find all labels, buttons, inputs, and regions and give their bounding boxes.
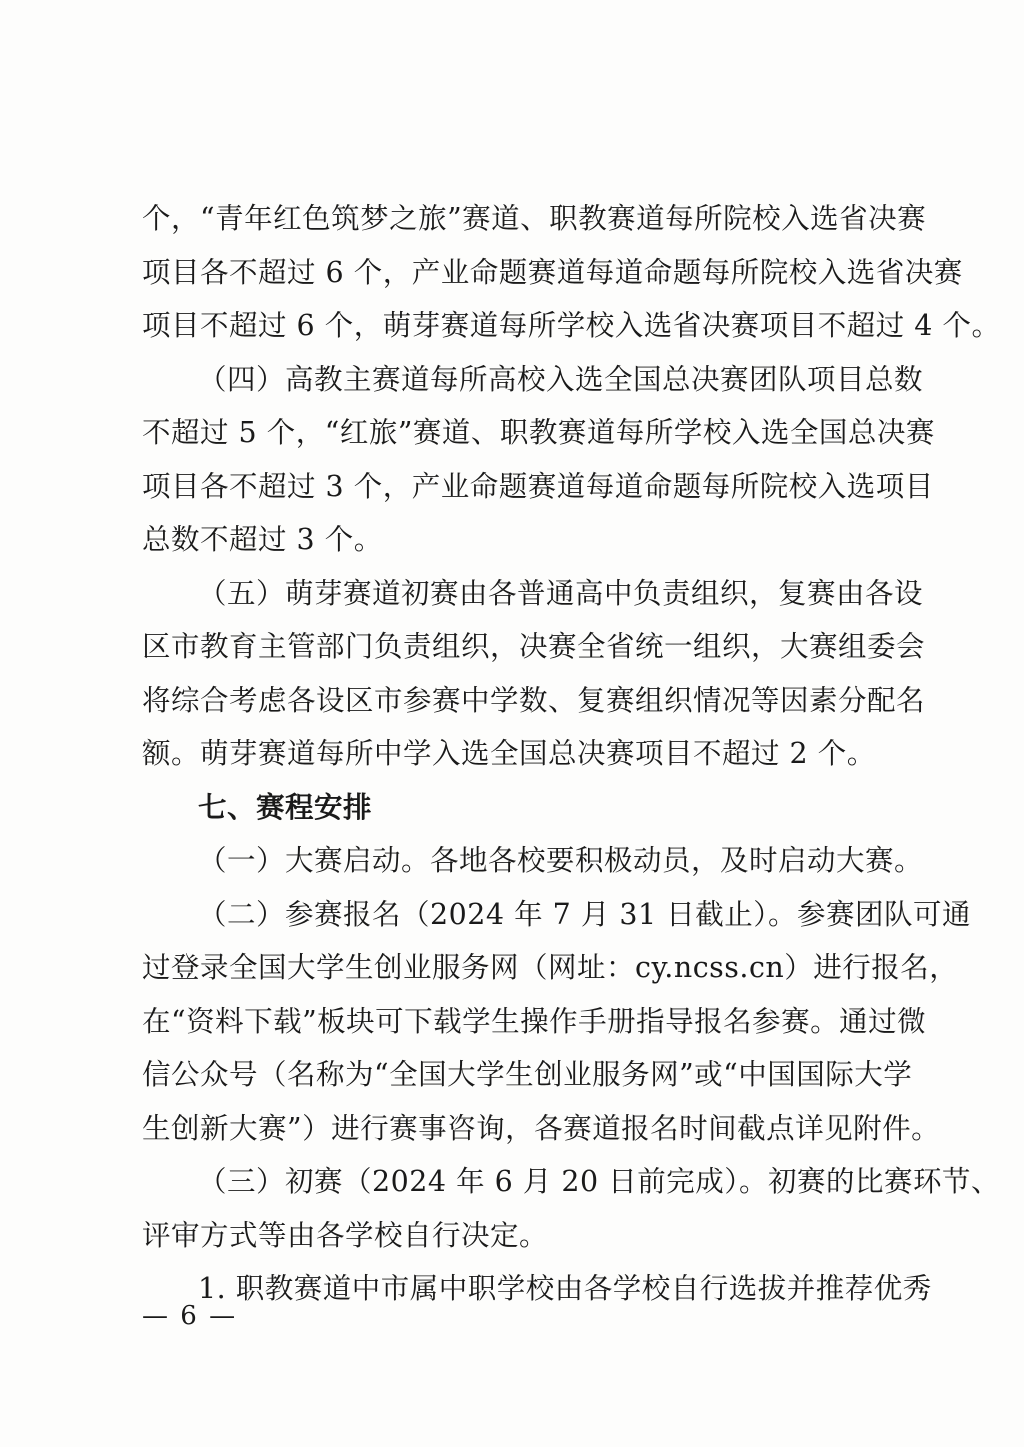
paragraph-start-line: （四）高教主赛道每所高校入选全国总决赛团队项目总数 <box>198 362 924 396</box>
text-line: 信公众号（名称为“全国大学生创业服务网”或“中国国际大学 <box>142 1058 913 1091</box>
paragraph-start-line: （一）大赛启动。各地各校要积极动员，及时启动大赛。 <box>198 844 924 877</box>
page-number: — 6 — <box>142 1301 238 1331</box>
section-heading: 七、赛程安排 <box>198 790 373 824</box>
paragraph-start-line: 1. 职教赛道中市属中职学校由各学校自行选拔并推荐优秀 <box>198 1272 932 1305</box>
paragraph-start-line: （三）初赛（2024 年 6 月 20 日前完成）。初赛的比赛环节、 <box>198 1165 1000 1198</box>
text-line: 过登录全国大学生创业服务网（网址：cy.ncss.cn）进行报名， <box>142 951 959 984</box>
text-line: 个，“青年红色筑梦之旅”赛道、职教赛道每所院校入选省决赛 <box>142 202 927 235</box>
paragraph-start-line: （二）参赛报名（2024 年 7 月 31 日截止）。参赛团队可通 <box>198 897 971 931</box>
text-line: 区市教育主管部门负责组织，决赛全省统一组织，大赛组委会 <box>142 630 926 663</box>
text-line: 生创新大赛”）进行赛事咨询，各赛道报名时间截点详见附件。 <box>142 1111 941 1145</box>
text-line: 项目不超过 6 个，萌芽赛道每所学校入选省决赛项目不超过 4 个。 <box>142 309 1001 342</box>
paragraph-start-line: （五）萌芽赛道初赛由各普通高中负责组织，复赛由各设 <box>198 576 924 610</box>
text-line: 额。萌芽赛道每所中学入选全国总决赛项目不超过 2 个。 <box>142 737 876 770</box>
text-line: 不超过 5 个，“红旅”赛道、职教赛道每所学校入选全国总决赛 <box>142 416 935 449</box>
document-body <box>142 192 1001 1316</box>
text-line: 评审方式等由各学校自行决定。 <box>142 1218 549 1252</box>
text-line: 将综合考虑各设区市参赛中学数、复赛组织情况等因素分配名 <box>142 683 926 717</box>
text-line: 项目各不超过 6 个，产业命题赛道每道命题每所院校入选省决赛 <box>142 255 963 289</box>
text-line: 在“资料下载”板块可下载学生操作手册指导报名参赛。通过微 <box>142 1004 927 1038</box>
text-line: 总数不超过 3 个。 <box>142 523 383 556</box>
text-line: 项目各不超过 3 个，产业命题赛道每道命题每所院校入选项目 <box>142 469 934 503</box>
